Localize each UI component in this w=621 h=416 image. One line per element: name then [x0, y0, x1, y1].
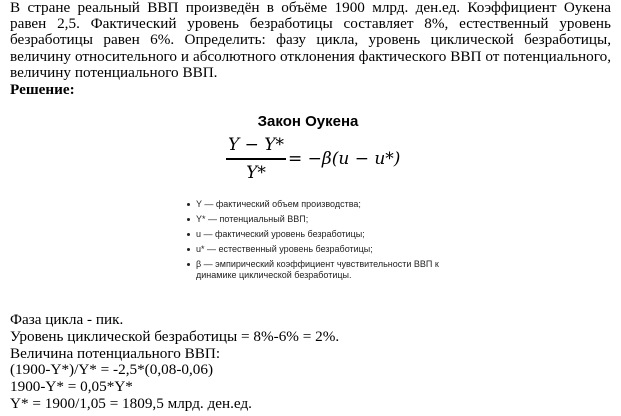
list-item: u* — естественный уровень безработицы;: [187, 244, 447, 255]
formula-rhs: = −β(u − u*): [288, 149, 401, 169]
solution-line: Величина потенциального ВВП:: [10, 344, 221, 362]
solution-heading: Решение:: [10, 81, 75, 98]
solution-body: [10, 312, 611, 413]
formula-numerator: Y − Y*: [228, 135, 284, 155]
problem-text: В стране реальный ВВП произведён в объёме 1900 млрд. ден.ед. Коэффициент Оукена равен 2,5. Фактический уровень безработицы составляет 8%, естественный уровень безработицы равен 6%. Определить: фазу цикла, уровень циклической безработицы, величину относительного и абсолютного отклонения фактического ВВП от потенциального, величину потенциального ВВП.: [10, 0, 611, 81]
okun-formula: [168, 134, 448, 190]
formula-fraction: [226, 134, 286, 184]
formula-denominator: Y*: [246, 162, 266, 183]
okun-law-figure: [168, 104, 448, 304]
list-item: β — эмпирический коэффициент чувствительности ВВП к динамике циклической безработицы.: [187, 259, 447, 281]
fraction-bar: [226, 158, 286, 160]
figure-title: Закон Оукена: [257, 113, 359, 130]
legend-list: [187, 199, 447, 285]
solution-line: Уровень циклической безработицы = 8%-6% = 2%.: [10, 327, 340, 345]
list-item: u — фактический уровень безработицы;: [187, 229, 447, 240]
solution-line: Y* = 1900/1,05 = 1809,5 млрд. ден.ед.: [10, 394, 252, 412]
solution-line: Фаза цикла - пик.: [10, 311, 124, 328]
solution-line: (1900-Y*)/Y* = -2,5*(0,08-0,06): [10, 361, 214, 379]
solution-line: 1900-Y* = 0,05*Y*: [10, 378, 133, 396]
list-item: Y* — потенциальный ВВП;: [187, 214, 447, 225]
list-item: Y — фактический объем производства;: [187, 199, 447, 210]
